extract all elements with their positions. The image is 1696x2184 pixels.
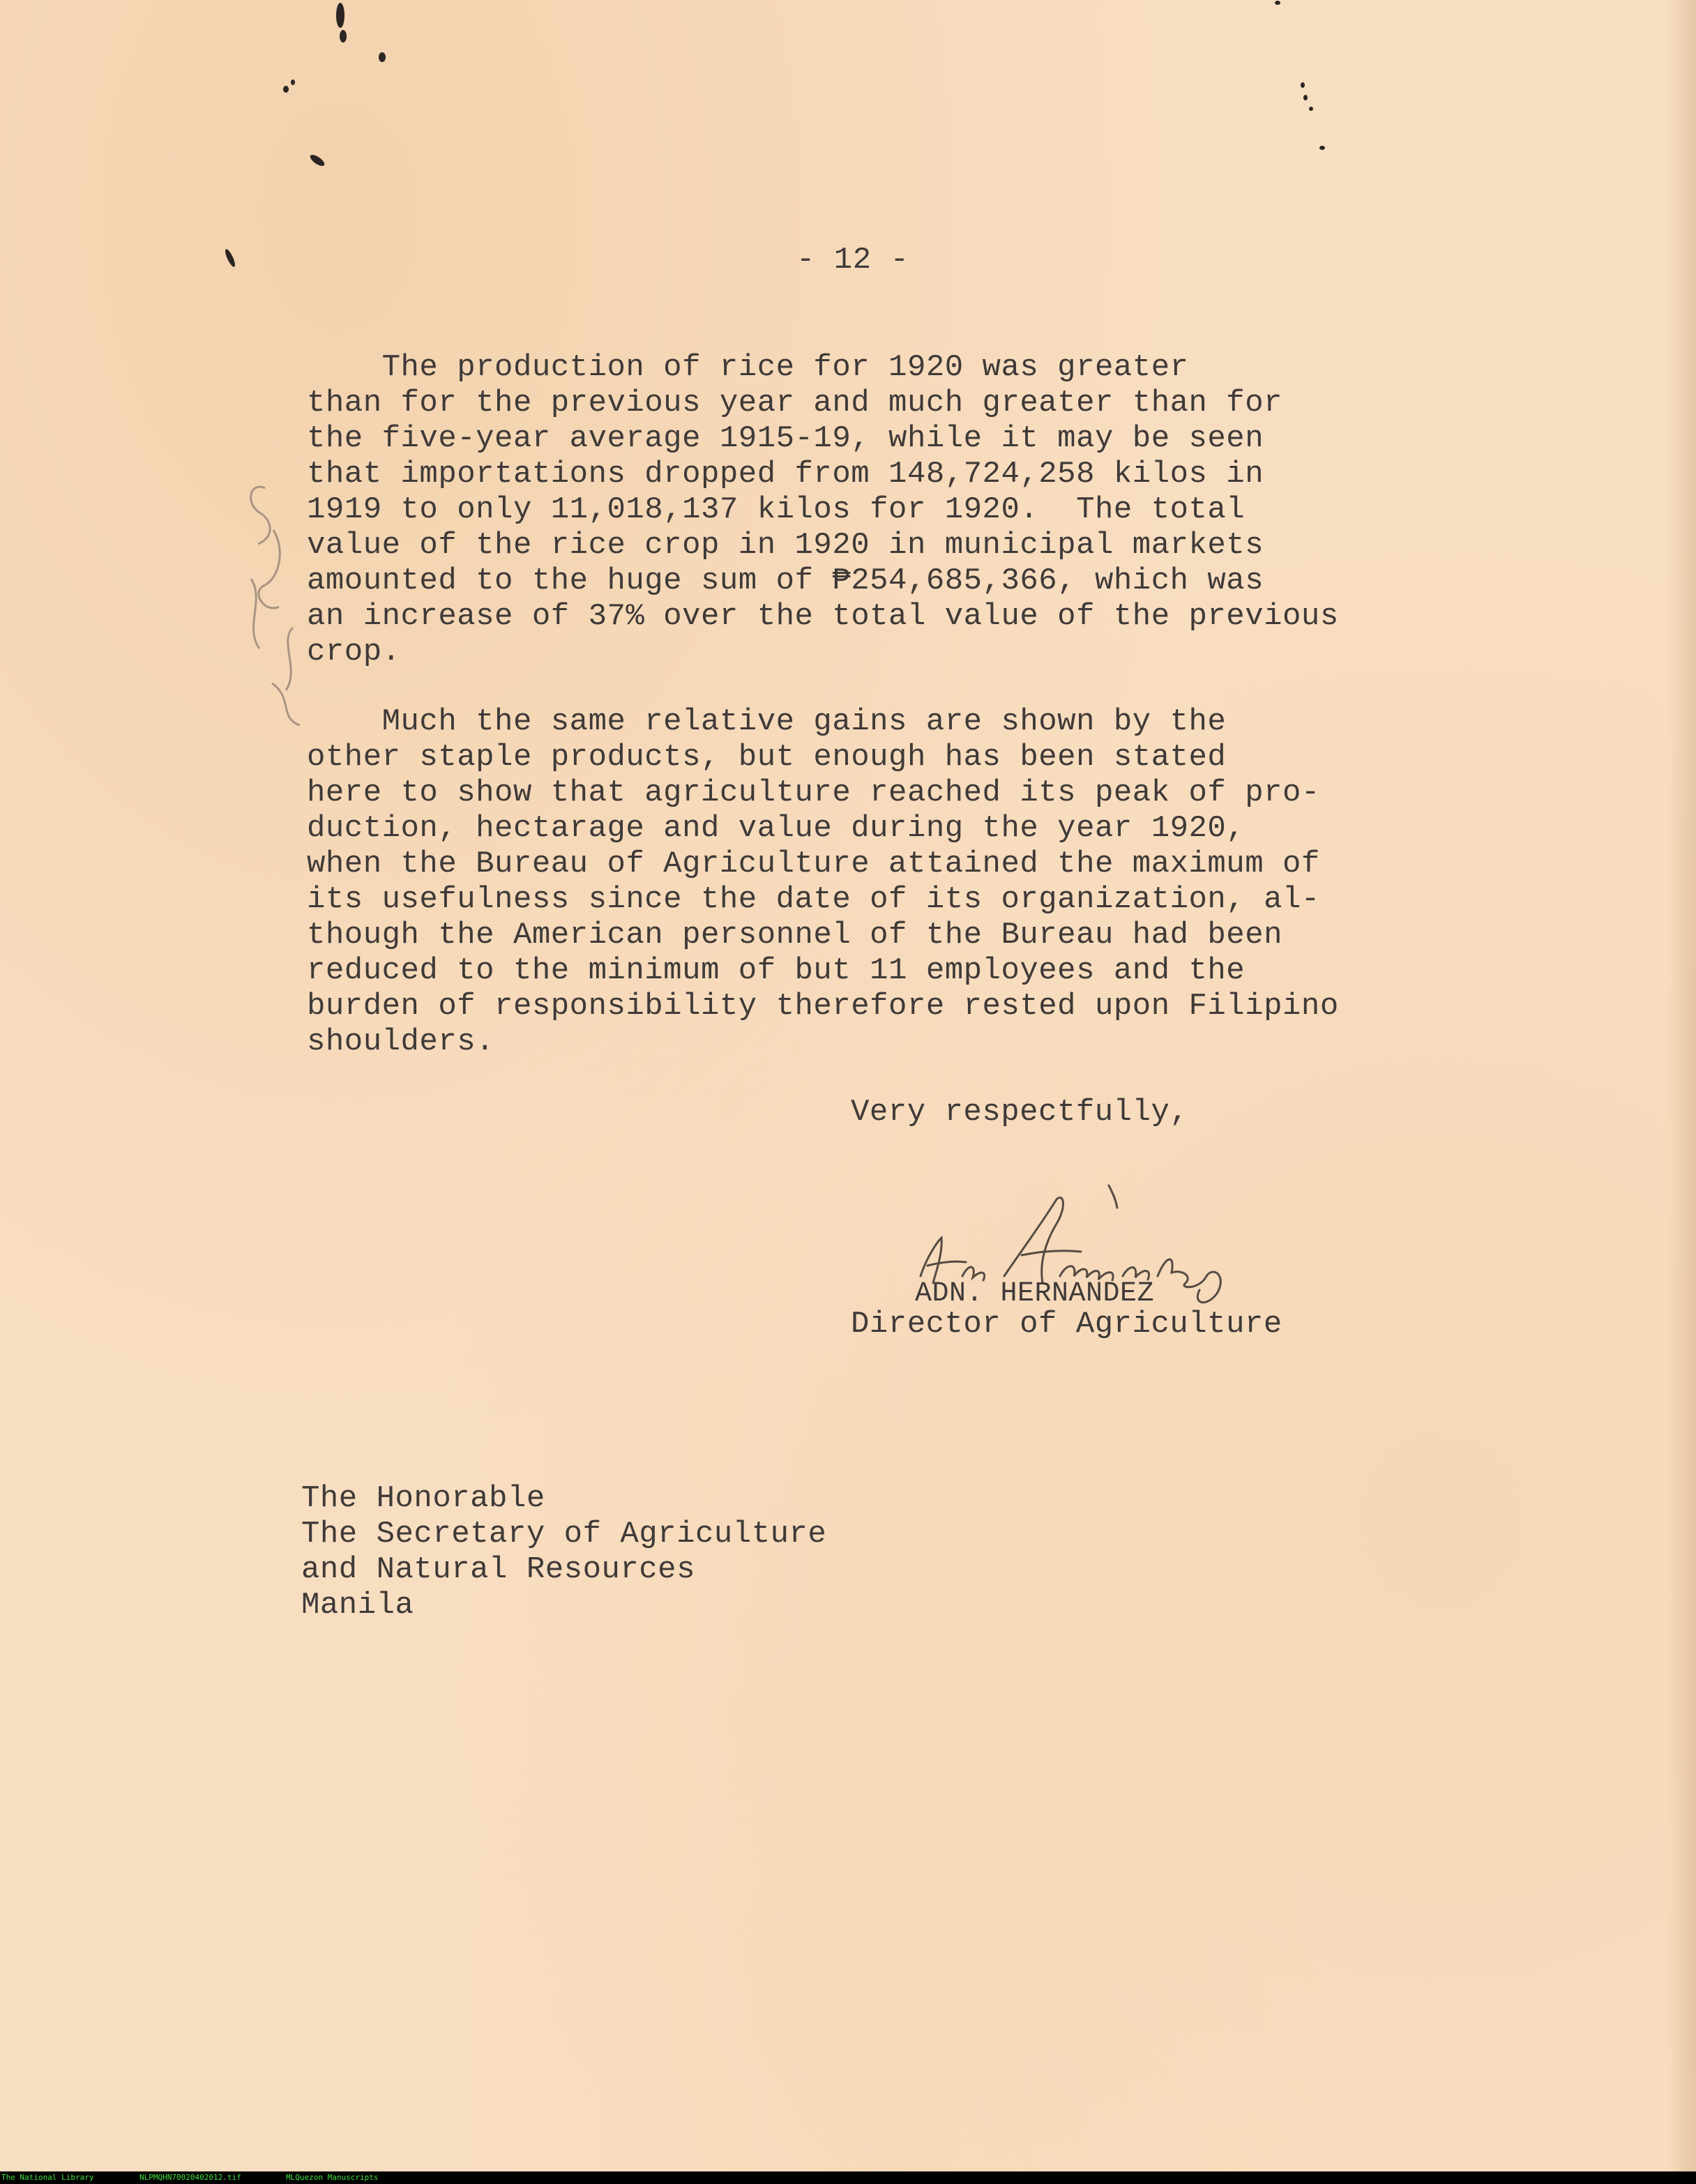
footer-collection: MLQuezon Manuscripts — [286, 2173, 379, 2182]
text-line: The production of rice for 1920 was greater — [307, 350, 1189, 385]
addressee-line: and Natural Resources — [301, 1552, 695, 1587]
footer-library: The National Library — [1, 2173, 94, 2182]
text-line: burden of responsibility therefore rested upon Filipino — [307, 989, 1339, 1024]
text-line: duction, hectarage and value during the year 1920, — [307, 811, 1246, 846]
addressee-line: Manila — [301, 1588, 414, 1623]
signatory-title: Director of Agriculture — [851, 1307, 1282, 1342]
text-line: 1919 to only 11,018,137 kilos for 1920. The total — [307, 492, 1246, 527]
scan-footer — [0, 2171, 1696, 2184]
text-line: shoulders. — [307, 1024, 495, 1059]
footer-filename: NLPMQHN70020402012.tif — [139, 2173, 241, 2182]
text-line: value of the rice crop in 1920 in municipal markets — [307, 528, 1264, 563]
addressee-block — [301, 1481, 826, 1623]
text-line: though the American personnel of the Bureau had been — [307, 918, 1283, 953]
text-line: than for the previous year and much greater than for — [307, 386, 1283, 420]
text-line: crop. — [307, 635, 401, 669]
text-line: reduced to the minimum of but 11 employees and the — [307, 953, 1246, 988]
signatory-name: ADN. HERNANDEZ — [915, 1278, 1155, 1310]
addressee-line: The Honorable — [301, 1481, 545, 1516]
body-paragraph-1 — [307, 350, 1339, 670]
text-line: that importations dropped from 148,724,258 kilos in — [307, 457, 1264, 492]
page-number: - 12 - — [796, 243, 909, 278]
closing-salutation: Very respectfully, — [851, 1095, 1189, 1130]
text-line: here to show that agriculture reached its peak of pro- — [307, 775, 1320, 810]
text-line: its usefulness since the date of its organization, al- — [307, 882, 1320, 917]
text-line: amounted to the huge sum of ₱254,685,366, which was — [307, 563, 1264, 598]
text-line: Much the same relative gains are shown by the — [307, 704, 1227, 739]
text-line: when the Bureau of Agriculture attained the maximum of — [307, 847, 1320, 881]
text-line: other staple products, but enough has been stated — [307, 740, 1227, 775]
text-line: the five-year average 1915-19, while it may be seen — [307, 421, 1264, 456]
text-line: an increase of 37% over the total value of the previous — [307, 599, 1339, 634]
body-paragraph-2 — [307, 704, 1339, 1060]
addressee-line: The Secretary of Agriculture — [301, 1517, 827, 1552]
